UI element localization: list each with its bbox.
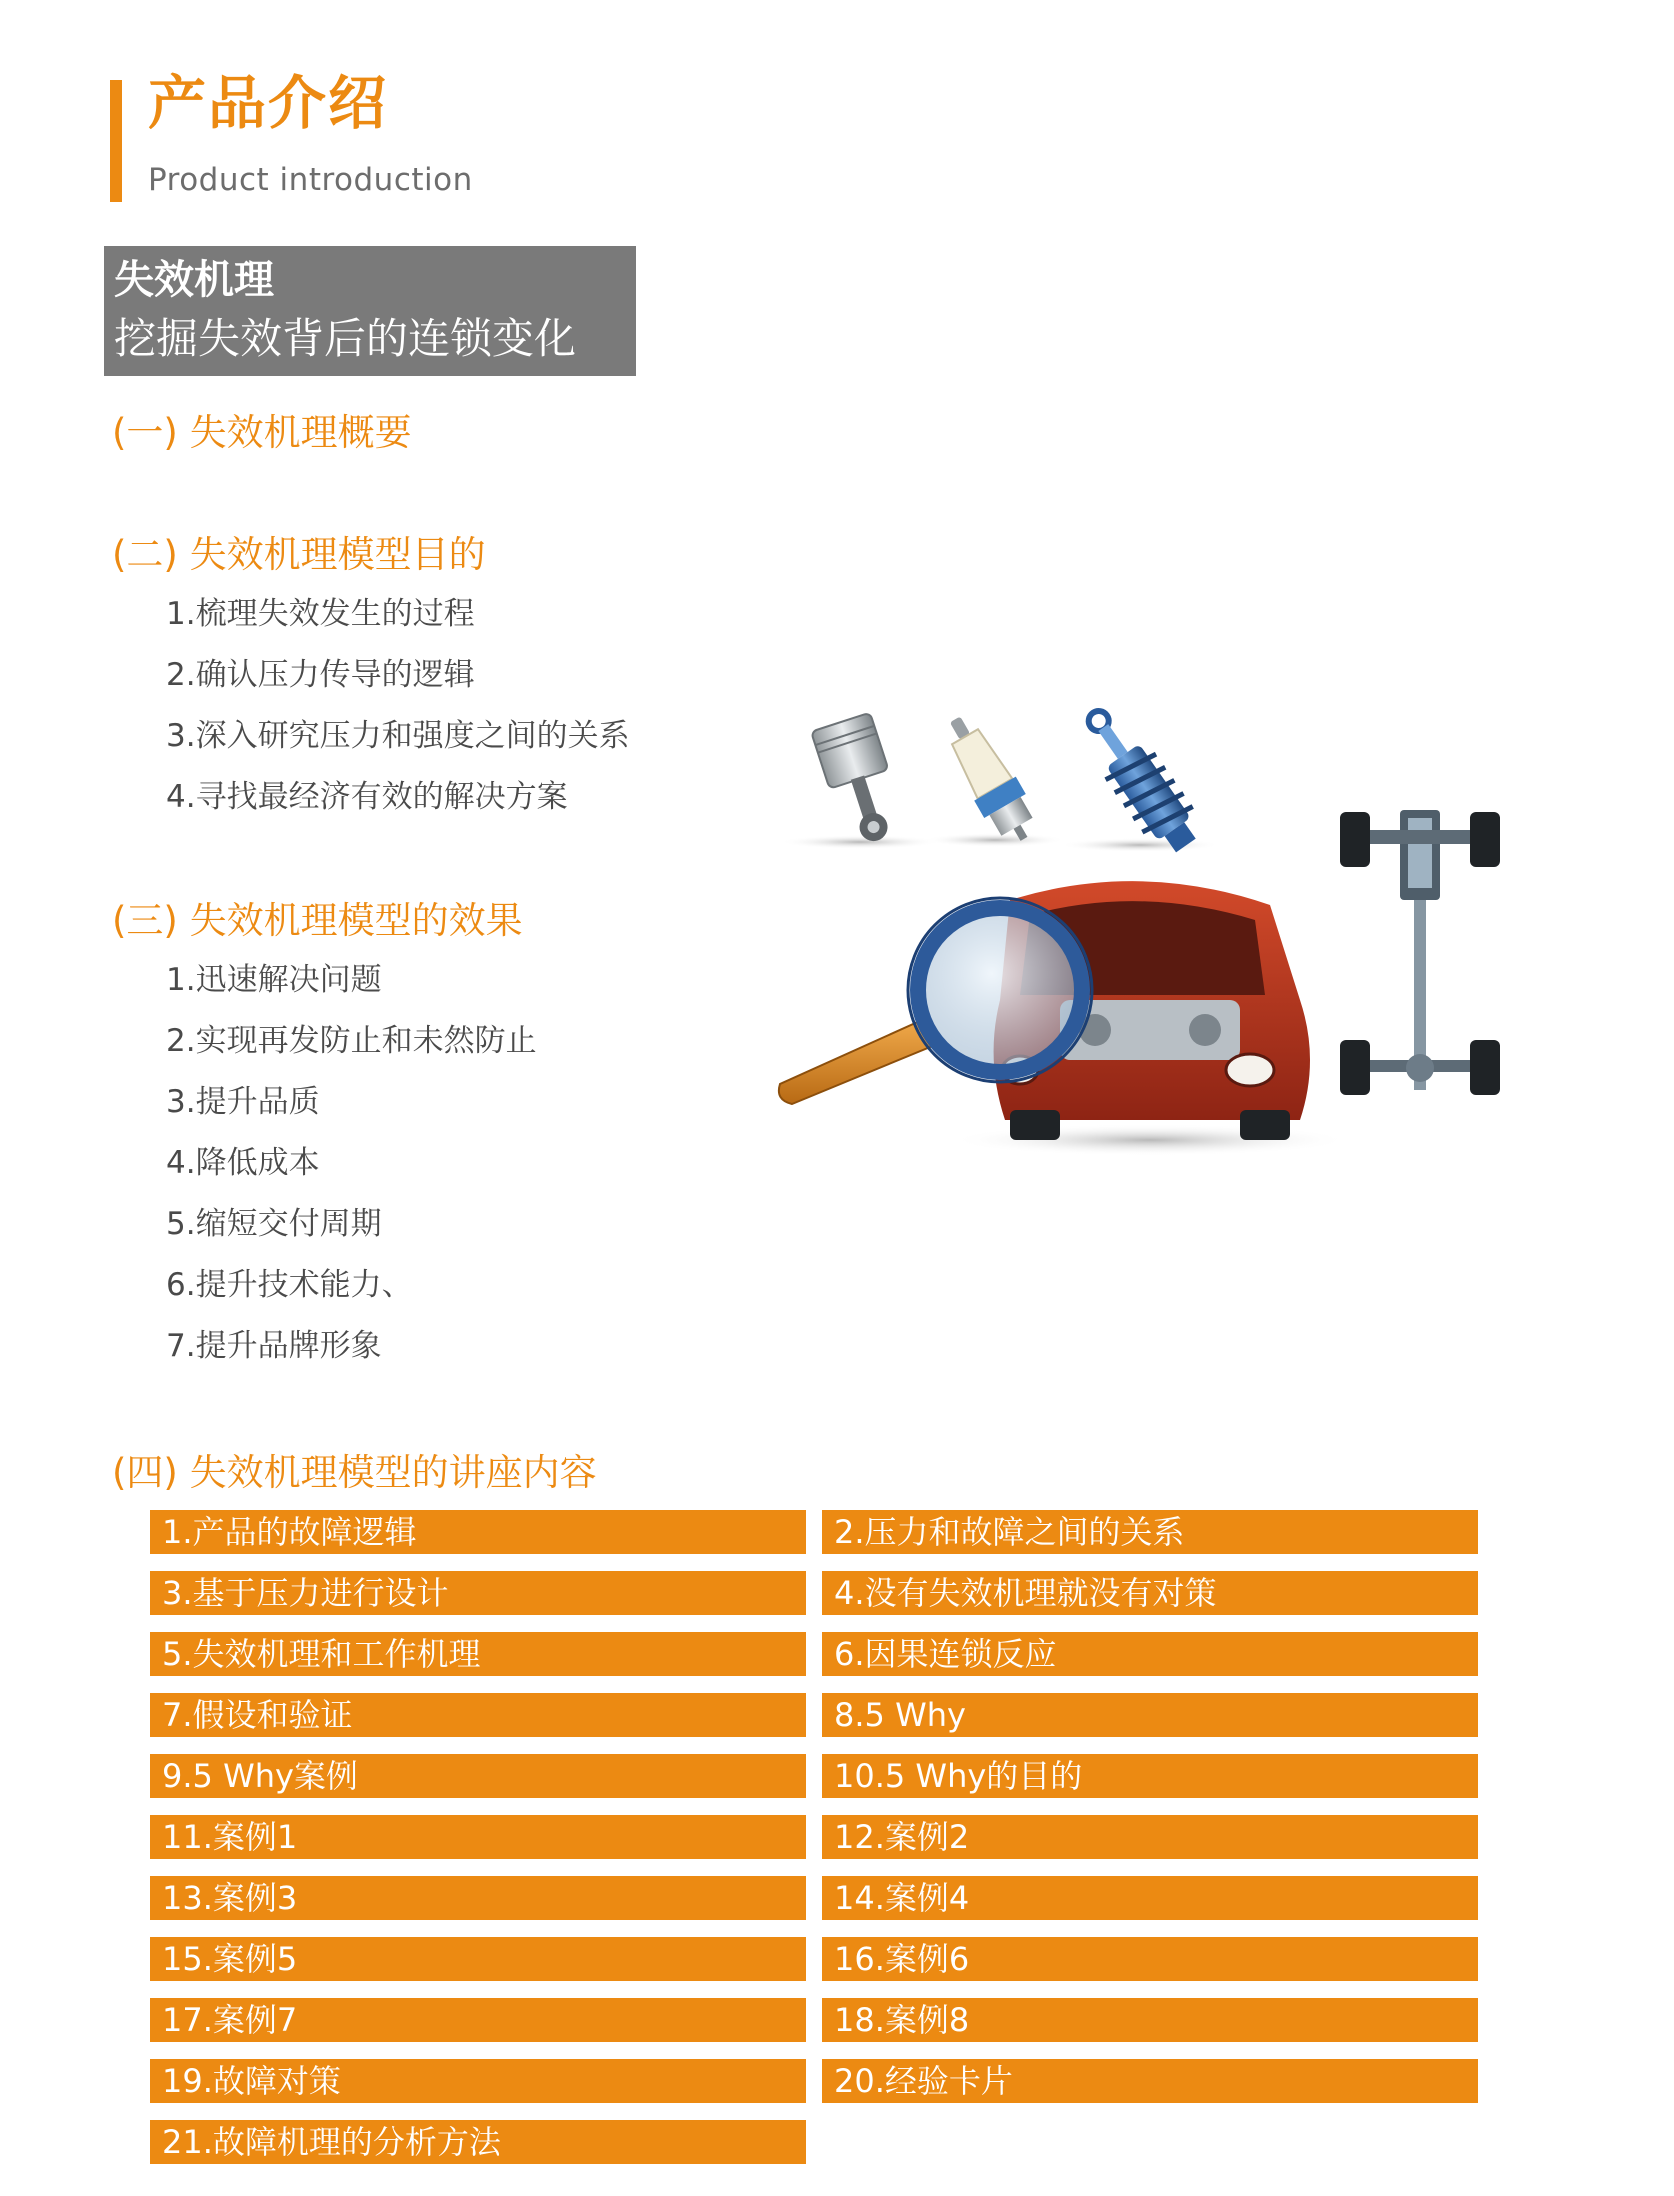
lecture-item: 15.案例5 [150, 1937, 806, 1981]
lecture-item: 12.案例2 [822, 1815, 1478, 1859]
section-heading-3: (三) 失效机理模型的效果 [112, 899, 523, 942]
list-item: 4.降低成本 [166, 1145, 320, 1181]
auto-parts-illustration [760, 700, 1540, 1170]
list-item: 2.实现再发防止和未然防止 [166, 1023, 537, 1059]
page-subtitle-en: Product introduction [148, 162, 473, 198]
banner-subtitle: 挖掘失效背后的连锁变化 [114, 314, 577, 363]
lecture-item: 19.故障对策 [150, 2059, 806, 2103]
list-item: 3.提升品质 [166, 1084, 320, 1120]
banner-title: 失效机理 [114, 257, 274, 303]
chassis-icon [1340, 810, 1500, 1095]
list-item: 1.迅速解决问题 [166, 962, 382, 998]
list-item: 7.提升品牌形象 [166, 1328, 382, 1364]
lecture-item: 11.案例1 [150, 1815, 806, 1859]
lecture-item: 8.5 Why [822, 1693, 1478, 1737]
lecture-item: 10.5 Why的目的 [822, 1754, 1478, 1798]
list-item: 3.深入研究压力和强度之间的关系 [166, 718, 630, 754]
lecture-item: 16.案例6 [822, 1937, 1478, 1981]
list-item: 2.确认压力传导的逻辑 [166, 657, 475, 693]
lecture-item: 5.失效机理和工作机理 [150, 1632, 806, 1676]
list-item: 6.提升技术能力、 [166, 1267, 413, 1303]
title-accent-bar [110, 80, 122, 202]
lecture-item: 4.没有失效机理就没有对策 [822, 1571, 1478, 1615]
lecture-item: 7.假设和验证 [150, 1693, 806, 1737]
lecture-item: 9.5 Why案例 [150, 1754, 806, 1798]
lecture-item: 6.因果连锁反应 [822, 1632, 1478, 1676]
section-heading-1: (一) 失效机理概要 [112, 411, 412, 454]
lecture-item: 2.压力和故障之间的关系 [822, 1510, 1478, 1554]
lecture-item: 1.产品的故障逻辑 [150, 1510, 806, 1554]
lecture-item: 21.故障机理的分析方法 [150, 2120, 806, 2164]
section-heading-4: (四) 失效机理模型的讲座内容 [112, 1451, 597, 1494]
list-item: 5.缩短交付周期 [166, 1206, 382, 1242]
list-item: 4.寻找最经济有效的解决方案 [166, 779, 568, 815]
lecture-item: 18.案例8 [822, 1998, 1478, 2042]
shock-absorber-icon [1060, 700, 1220, 862]
lecture-item: 3.基于压力进行设计 [150, 1571, 806, 1615]
lecture-item: 17.案例7 [150, 1998, 806, 2042]
spark-plug-icon [925, 707, 1065, 851]
section-heading-2: (二) 失效机理模型目的 [112, 533, 486, 576]
lecture-item: 14.案例4 [822, 1876, 1478, 1920]
piston-icon [780, 713, 940, 850]
list-item: 1.梳理失效发生的过程 [166, 596, 475, 632]
lecture-item: 13.案例3 [150, 1876, 806, 1920]
page-title: 产品介绍 [148, 69, 389, 137]
lecture-item: 20.经验卡片 [822, 2059, 1478, 2103]
